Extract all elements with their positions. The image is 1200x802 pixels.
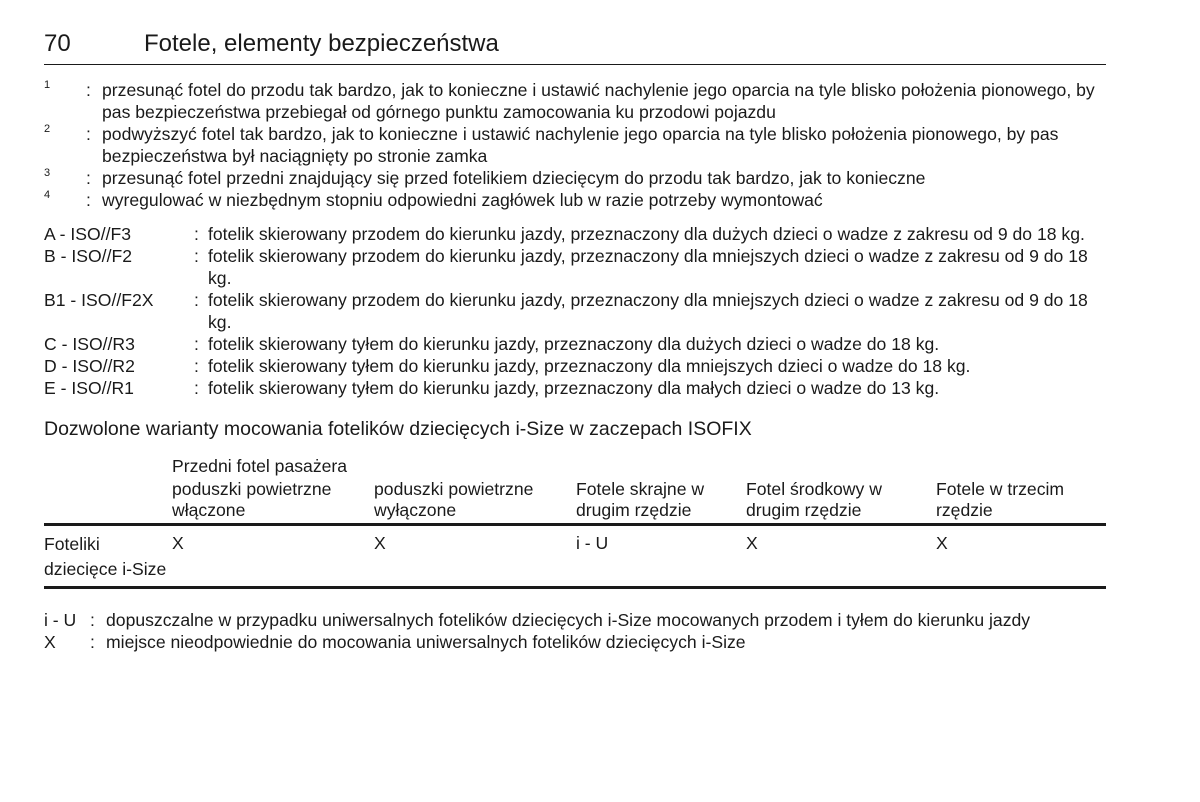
footnote-item [44,167,1106,189]
table-row [44,526,1106,589]
footnote-number: 1 [44,79,51,91]
legend-code: X [44,632,56,652]
definition-item [44,355,1106,377]
definition-text: fotelik skierowany przodem do kierunku jazdy, przeznaczony dla mniejszych dzieci o wadze z zakresu od 9 do 18 kg. [208,246,1088,288]
definition-colon: : [194,378,199,398]
footnote-text: wyregulować w niezbędnym stopniu odpowiedni zagłówek lub w razie potrzeby wymontować [102,190,823,210]
seat-class-definitions [44,223,1106,399]
footnote-colon: : [86,80,91,100]
definition-code: E - ISO//R1 [44,378,134,398]
footnote-text: podwyższyć fotel tak bardzo, jak to konieczne i ustawić nachylenie jego oparcia na tyle blisko położenia pionowego, by pas bezpieczeństwa był naciągnięty po stronie zamka [102,124,1059,166]
table-cell: i - U [576,533,609,553]
definition-code: C - ISO//R3 [44,334,135,354]
definition-text: fotelik skierowany tyłem do kierunku jazdy, przeznaczony dla małych dzieci o wadze do 13 kg. [208,378,940,398]
table-header-row [44,479,1106,526]
definition-text: fotelik skierowany tyłem do kierunku jazdy, przeznaczony dla mniejszych dzieci o wadze do 18 kg. [208,356,971,376]
table-header-cell [44,479,172,521]
definition-colon: : [194,334,199,354]
footnote-number: 2 [44,123,51,135]
definition-text: fotelik skierowany przodem do kierunku jazdy, przeznaczony dla dużych dzieci o wadze z zakresu od 9 do 18 kg. [208,224,1085,244]
table-header-cell: poduszki powietrzne włączone [172,479,332,520]
legend-item [44,631,1106,653]
table-cell: X [746,533,758,553]
table-cell: X [936,533,948,553]
footnote-item [44,123,1106,167]
footnote-item [44,79,1106,123]
legend-colon: : [90,632,95,652]
definition-colon: : [194,356,199,376]
definition-text: fotelik skierowany przodem do kierunku jazdy, przeznaczony dla mniejszych dzieci o wadze z zakresu od 9 do 18 kg. [208,290,1088,332]
definition-code: A - ISO//F3 [44,224,132,244]
definition-item [44,245,1106,289]
legend-text: dopuszczalne w przypadku uniwersalnych fotelików dziecięcych i-Size mocowanych przodem i tyłem do kierunku jazdy [106,610,1031,630]
table-header-cell: poduszki powietrzne wyłączone [374,479,534,520]
table-header-cell: Fotele skrajne w drugim rzędzie [576,479,705,520]
definition-item [44,289,1106,333]
footnotes-list [44,79,1106,211]
definition-item [44,377,1106,399]
legend-code: i - U [44,610,77,630]
definition-colon: : [194,290,199,310]
legend-item [44,609,1106,631]
definition-item [44,223,1106,245]
footnote-colon: : [86,190,91,210]
footnote-text: przesunąć fotel przedni znajdujący się przed fotelikiem dziecięcym do przodu tak bardzo, jak to konieczne [102,168,926,188]
table-row-label: Foteliki dziecięce i-Size [44,534,167,579]
table-header-cell: Fotel środkowy w drugim rzędzie [746,479,882,520]
legend-colon: : [90,610,95,630]
isofix-table [44,455,1106,589]
definition-code: B - ISO//F2 [44,246,132,266]
page-header [44,30,1106,65]
footnote-number: 3 [44,167,51,179]
definition-colon: : [194,246,199,266]
definition-item [44,333,1106,355]
definition-colon: : [194,224,199,244]
footnote-colon: : [86,124,91,144]
footnote-text: przesunąć fotel do przodu tak bardzo, jak to konieczne i ustawić nachylenie jego oparcia na tyle blisko położenia pionowego, by pas bezpieczeństwa przebiegał od górnego punktu zamocowania ku przodowi pojazdu [102,80,1095,122]
table-header-cell: Fotele w trzecim rzędzie [936,479,1065,520]
footnote-colon: : [86,168,91,188]
table-group-header: Przedni fotel pasażera [172,456,348,476]
table-cell: X [374,533,386,553]
footnote-number: 4 [44,189,51,201]
page-number: 70 [44,30,71,57]
definition-code: B1 - ISO//F2X [44,290,154,310]
table-legend [44,609,1106,653]
page-title: Fotele, elementy bezpieczeństwa [144,30,499,57]
section-heading: Dozwolone warianty mocowania fotelików dziecięcych i-Size w zaczepach ISOFIX [44,418,752,440]
definition-text: fotelik skierowany tyłem do kierunku jazdy, przeznaczony dla dużych dzieci o wadze do 18 kg. [208,334,940,354]
footnote-item [44,189,1106,211]
legend-text: miejsce nieodpowiednie do mocowania uniwersalnych fotelików dziecięcych i-Size [106,632,746,652]
table-cell: X [172,533,184,553]
manual-page [44,30,1106,653]
definition-code: D - ISO//R2 [44,356,135,376]
